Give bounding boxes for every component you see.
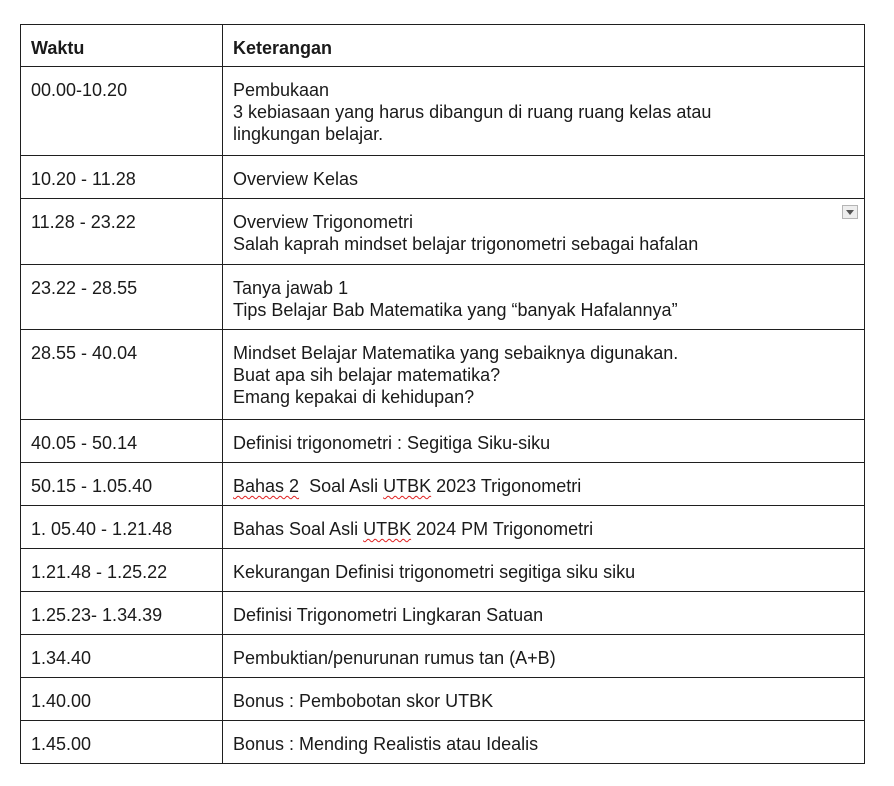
description-line: 3 kebiasaan yang harus dibangun di ruang ruang kelas atau [233, 102, 712, 122]
table-row [21, 265, 865, 330]
description-line: Mindset Belajar Matematika yang sebaiknya digunakan. [233, 343, 679, 363]
description-line: Kekurangan Definisi trigonometri segitiga siku siku [233, 562, 636, 582]
text-segment: 2024 PM Trigonometri [411, 519, 594, 539]
description-line: Tips Belajar Bab Matematika yang “banyak Hafalannya” [233, 300, 678, 320]
time-cell: 1.25.23- 1.34.39 [21, 592, 223, 635]
time-cell: 1.34.40 [21, 635, 223, 678]
time-cell: 23.22 - 28.55 [21, 265, 223, 330]
description-line: Pembuktian/penurunan rumus tan (A+B) [233, 648, 556, 668]
table-row [21, 463, 865, 506]
time-cell: 1.40.00 [21, 678, 223, 721]
description-line [233, 518, 854, 540]
description-line: Definisi trigonometri : Segitiga Siku-siku [233, 433, 551, 453]
spellcheck-word: Bahas 2 [233, 476, 300, 496]
table-row [21, 330, 865, 420]
description-cell [223, 156, 865, 199]
text-segment: Bahas Soal Asli [233, 519, 364, 539]
table-row [21, 592, 865, 635]
table-row [21, 678, 865, 721]
description-cell [223, 199, 865, 265]
time-cell: 1.45.00 [21, 721, 223, 764]
time-cell: 28.55 - 40.04 [21, 330, 223, 420]
time-cell: 00.00-10.20 [21, 67, 223, 156]
description-cell [223, 721, 865, 764]
table-row [21, 635, 865, 678]
description-cell [223, 592, 865, 635]
table-row [21, 199, 865, 265]
description-line: Emang kepakai di kehidupan? [233, 387, 475, 407]
time-cell: 40.05 - 50.14 [21, 420, 223, 463]
description-line: Buat apa sih belajar matematika? [233, 365, 501, 385]
description-cell [223, 265, 865, 330]
time-cell: 10.20 - 11.28 [21, 156, 223, 199]
description-line: Pembukaan [233, 80, 330, 100]
text-segment: Soal Asli [299, 476, 384, 496]
description-line: Salah kaprah mindset belajar trigonometri sebagai hafalan [233, 234, 699, 254]
header-description: Keterangan [223, 25, 865, 67]
description-line: lingkungan belajar. [233, 124, 384, 144]
spellcheck-word: UTBK [363, 519, 412, 539]
description-cell [223, 67, 865, 156]
description-line: Overview Trigonometri [233, 212, 414, 232]
description-line: Bonus : Pembobotan skor UTBK [233, 691, 494, 711]
header-row [21, 25, 865, 67]
description-line: Overview Kelas [233, 169, 359, 189]
description-cell [223, 506, 865, 549]
table-row [21, 506, 865, 549]
description-cell [223, 549, 865, 592]
dropdown-arrow-icon[interactable] [842, 205, 858, 219]
description-cell [223, 635, 865, 678]
time-cell: 11.28 - 23.22 [21, 199, 223, 265]
description-cell [223, 678, 865, 721]
header-time: Waktu [21, 25, 223, 67]
table-row [21, 549, 865, 592]
table-row [21, 156, 865, 199]
time-cell: 1.21.48 - 1.25.22 [21, 549, 223, 592]
time-cell: 50.15 - 1.05.40 [21, 463, 223, 506]
description-cell [223, 420, 865, 463]
description-line: Definisi Trigonometri Lingkaran Satuan [233, 605, 544, 625]
table-row [21, 67, 865, 156]
schedule-table [20, 24, 865, 764]
time-cell: 1. 05.40 - 1.21.48 [21, 506, 223, 549]
spellcheck-word: UTBK [383, 476, 432, 496]
text-segment: 2023 Trigonometri [431, 476, 582, 496]
table-row [21, 420, 865, 463]
description-line: Bonus : Mending Realistis atau Idealis [233, 734, 539, 754]
description-cell [223, 330, 865, 420]
description-line: Tanya jawab 1 [233, 278, 349, 298]
description-cell [223, 463, 865, 506]
description-line [233, 475, 854, 497]
table-row [21, 721, 865, 764]
